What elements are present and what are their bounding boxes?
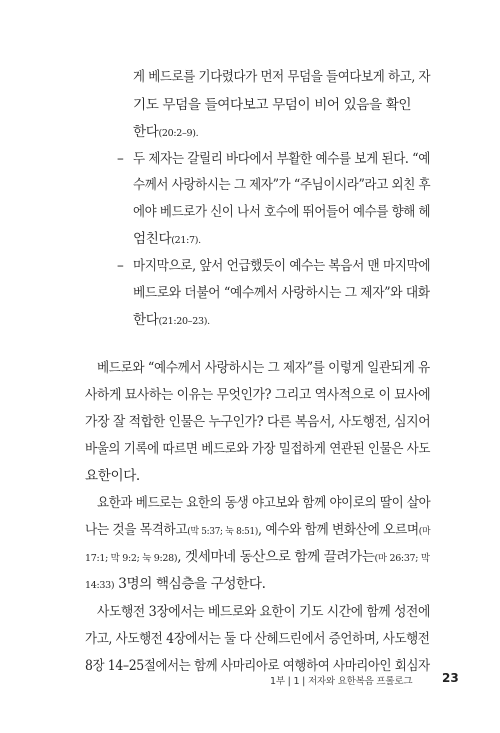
text-line	[133, 284, 430, 302]
text-line	[85, 440, 430, 458]
line-text: 사도행전 3장에서는 베드로와 요한이 기도 시간에 함께 성전에	[97, 604, 430, 620]
scripture-reference: (마	[418, 526, 431, 537]
text-line	[97, 359, 430, 377]
line-text: 8장 14–25절에서는 함께 사마리아로 여행하여 사마리아인 회심자	[85, 658, 430, 674]
line-text: 한다	[133, 124, 159, 140]
text-line	[97, 603, 430, 621]
line-text: 베드로와 “예수께서 사랑하시는 그 제자”를 이렇게 일관되게 유	[97, 360, 430, 376]
line-text: 베드로와 더불어 “예수께서 사랑하시는 그 제자”와 대화	[133, 285, 430, 301]
text-line	[133, 203, 430, 221]
text-line	[97, 494, 430, 512]
text-line	[133, 311, 210, 331]
line-text: 나는 것을 목격하고	[85, 522, 188, 538]
text-line	[85, 521, 430, 541]
scripture-reference: (마 26:37; 막	[374, 553, 430, 564]
line-text: 마지막으로, 앞서 언급했듯이 예수는 복음서 맨 마지막에	[133, 258, 431, 274]
scripture-reference: (21:7).	[171, 235, 201, 246]
line-text: 엄친다	[133, 231, 172, 247]
scripture-reference: (20:2–9).	[158, 128, 199, 139]
text-line	[85, 575, 266, 595]
scripture-reference: 17:1; 막 9:2; 눅 9:28)	[85, 553, 178, 564]
bullet-dash: –	[117, 258, 124, 274]
line-text: 한다	[133, 312, 159, 328]
text-line	[85, 548, 430, 568]
line-text: 사하게 묘사하는 이유는 무엇인가? 그리고 역사적으로 이 묘사에	[85, 387, 431, 403]
line-text: , 겟세마네 동산으로 함께 끌려가는	[177, 549, 375, 565]
line-text: , 예수와 함께 변화산에 오르며	[258, 522, 419, 538]
line-text: 에야 베드로가 신이 나서 호수에 뛰어들어 예수를 향해 헤	[133, 204, 431, 220]
text-line	[85, 386, 430, 404]
line-text: 요한이다.	[85, 468, 140, 484]
line-text: 3명의 핵심층을 구성한다.	[114, 576, 266, 592]
line-text: 두 제자는 갈릴리 바다에서 부활한 예수를 보게 된다. “예	[133, 151, 430, 167]
text-line	[133, 96, 411, 114]
text-line	[133, 176, 430, 194]
scripture-reference: (막 5:37; 눅 8:51)	[187, 526, 259, 537]
text-line	[133, 123, 198, 143]
text-line	[133, 257, 430, 275]
text-line	[85, 630, 430, 648]
page-number: 23	[442, 671, 459, 685]
line-text: 요한과 베드로는 요한의 동생 야고보와 함께 야이로의 딸이 살아	[97, 495, 431, 511]
line-text: 수께서 사랑하시는 그 제자”가 “주님이시라”라고 외친 후	[133, 177, 431, 193]
text-line	[85, 413, 430, 431]
text-line	[133, 230, 201, 250]
text-line	[133, 150, 430, 168]
line-text: 가장 잘 적합한 인물은 누구인가? 다른 복음서, 사도행전, 심지어	[85, 414, 431, 430]
scripture-reference: (21:20–23).	[158, 316, 210, 327]
line-text: 바울의 기록에 따르면 베드로와 가장 밀접하게 연관된 인물은 사도	[85, 441, 431, 457]
line-text: 기도 무덤을 들여다보고 무덤이 비어 있음을 확인	[133, 97, 412, 113]
line-text: 가고, 사도행전 4장에서는 둘 다 산헤드린에서 증언하며, 사도행전	[85, 631, 430, 647]
bullet-dash: –	[117, 151, 124, 167]
text-line	[133, 68, 430, 86]
text-line	[85, 467, 140, 485]
line-text: 게 베드로를 기다렸다가 먼저 무덤을 들여다보게 하고, 자	[133, 69, 431, 85]
running-footer: 1부 | 1 | 저자와 요한복음 프롤로그	[270, 676, 413, 687]
scripture-reference: 14:33)	[85, 580, 115, 591]
